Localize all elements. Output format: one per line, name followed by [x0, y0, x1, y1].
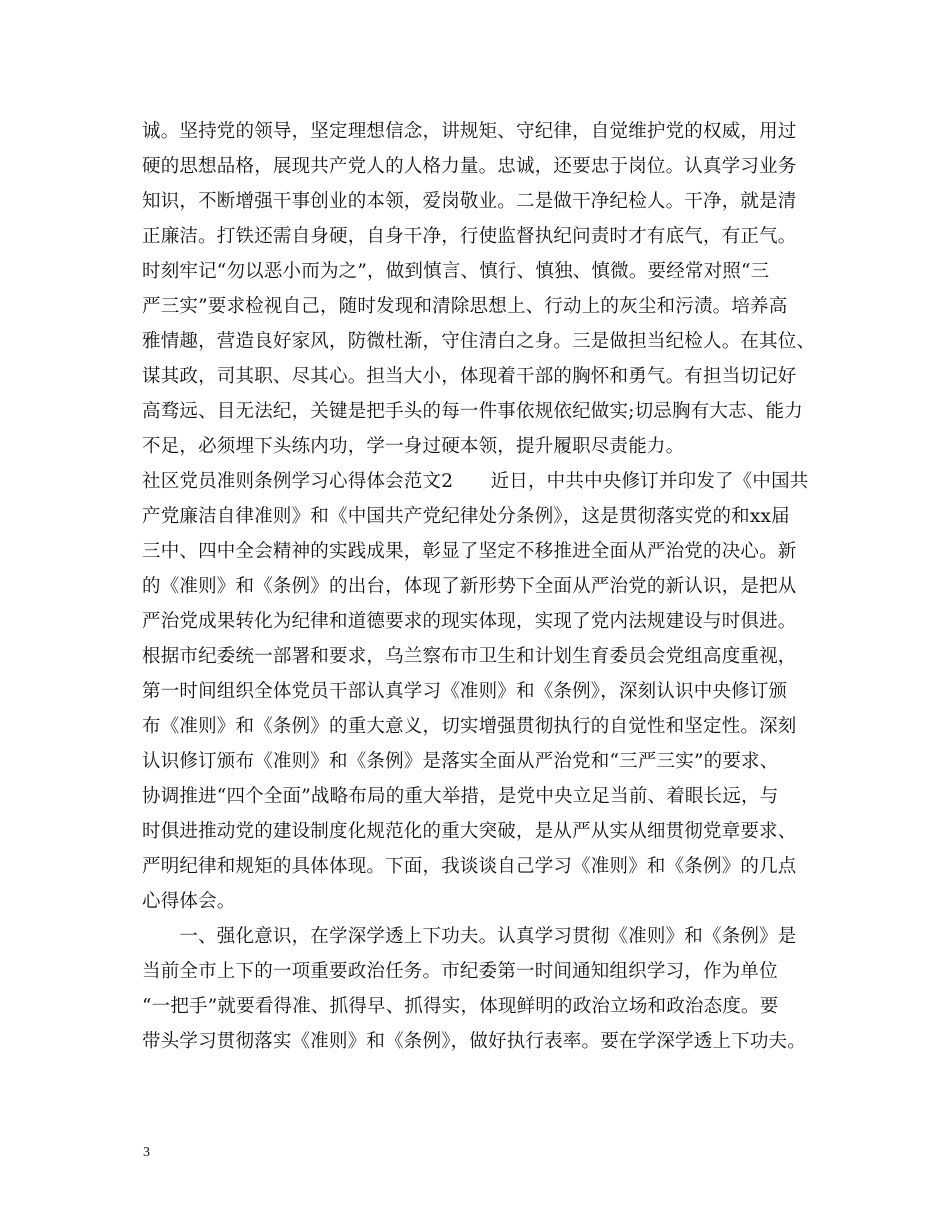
text-line: 布《准则》和《条例》的重大意义，切实增强贯彻执行的自觉性和坚定性。深刻 [142, 716, 797, 737]
text-line: 协调推进“四个全面”战略布局的重大举措，是党中央立足当前、着眼长远，与 [142, 786, 779, 807]
text-line: 严三实”要求检视自己，随时发现和清除思想上、行动上的灰尘和污渍。培养高 [142, 296, 788, 317]
text-line: 时刻牢记“勿以恶小而为之”，做到慎言、慎行、慎独、慎微。要经常对照“三 [142, 261, 770, 282]
text-line: 雅情趣，营造良好家风，防微杜渐，守住清白之身。三是做担当纪检人。在其位、 [142, 331, 816, 352]
text-line: 根据市纪委统一部署和要求，乌兰察布市卫生和计划生育委员会党组高度重视， [142, 646, 797, 667]
text-line: 一、强化意识，在学深学透上下功夫。认真学习贯彻《准则》和《条例》是 [142, 926, 797, 947]
text-line: 诚。坚持党的领导，坚定理想信念，讲规矩、守纪律，自觉维护党的权威，用过 [142, 121, 797, 142]
text-line: 高骛远、目无法纪，关键是把手头的每一件事依规依纪做实;切忌胸有大志、能力 [142, 401, 803, 422]
text-line: 心得体会。 [142, 891, 236, 912]
text-line: 三中、四中全会精神的实践成果，彰显了坚定不移推进全面从严治党的决心。新 [142, 541, 797, 562]
text-line: 知识，不断增强干事创业的本领，爱岗敬业。二是做干净纪检人。干净，就是清 [142, 191, 797, 212]
text-line: 不足，必须埋下头练内功，学一身过硬本领，提升履职尽责能力。 [142, 436, 685, 457]
text-line: 带头学习贯彻落实《准则》和《条例》，做好执行表率。要在学深学透上下功夫。 [142, 1031, 806, 1052]
page-number: 3 [143, 1145, 150, 1160]
text-line: “一把手”就要看得准、抓得早、抓得实，体现鲜明的政治立场和政治态度。要 [142, 996, 779, 1017]
text-line: 正廉洁。打铁还需自身硬，自身干净，行使监督执纪问责时才有底气，有正气。 [142, 226, 797, 247]
text-line: 认识修订颁布《准则》和《条例》是落实全面从严治党和“三严三实”的要求、 [142, 751, 779, 772]
text-line: 产党廉洁自律准则》和《中国共产党纪律处分条例》，这是贯彻落实党的和xx届 [142, 506, 790, 527]
text-line: 严明纪律和规矩的具体体现。下面，我谈谈自己学习《准则》和《条例》的几点 [142, 856, 797, 877]
text-line: 第一时间组织全体党员干部认真学习《准则》和《条例》，深刻认识中央修订颁 [142, 681, 788, 702]
text-line: 社区党员准则条例学习心得体会范文2 近日，中共中央修订并印发了《中国共 [142, 471, 809, 492]
text-line: 时俱进推动党的建设制度化规范化的重大突破，是从严从实从细贯彻党章要求、 [142, 821, 797, 842]
text-line: 当前全市上下的一项重要政治任务。市纪委第一时间通知组织学习，作为单位 [142, 961, 778, 982]
text-line: 的《准则》和《条例》的出台，体现了新形势下全面从严治党的新认识，是把从 [142, 576, 797, 597]
text-line: 严治党成果转化为纪律和道德要求的现实体现，实现了党内法规建设与时俱进。 [142, 611, 797, 632]
text-line: 硬的思想品格，展现共产党人的人格力量。忠诚，还要忠于岗位。认真学习业务 [142, 156, 797, 177]
text-line: 谋其政，司其职、尽其心。担当大小，体现着干部的胸怀和勇气。有担当切记好 [142, 366, 797, 387]
